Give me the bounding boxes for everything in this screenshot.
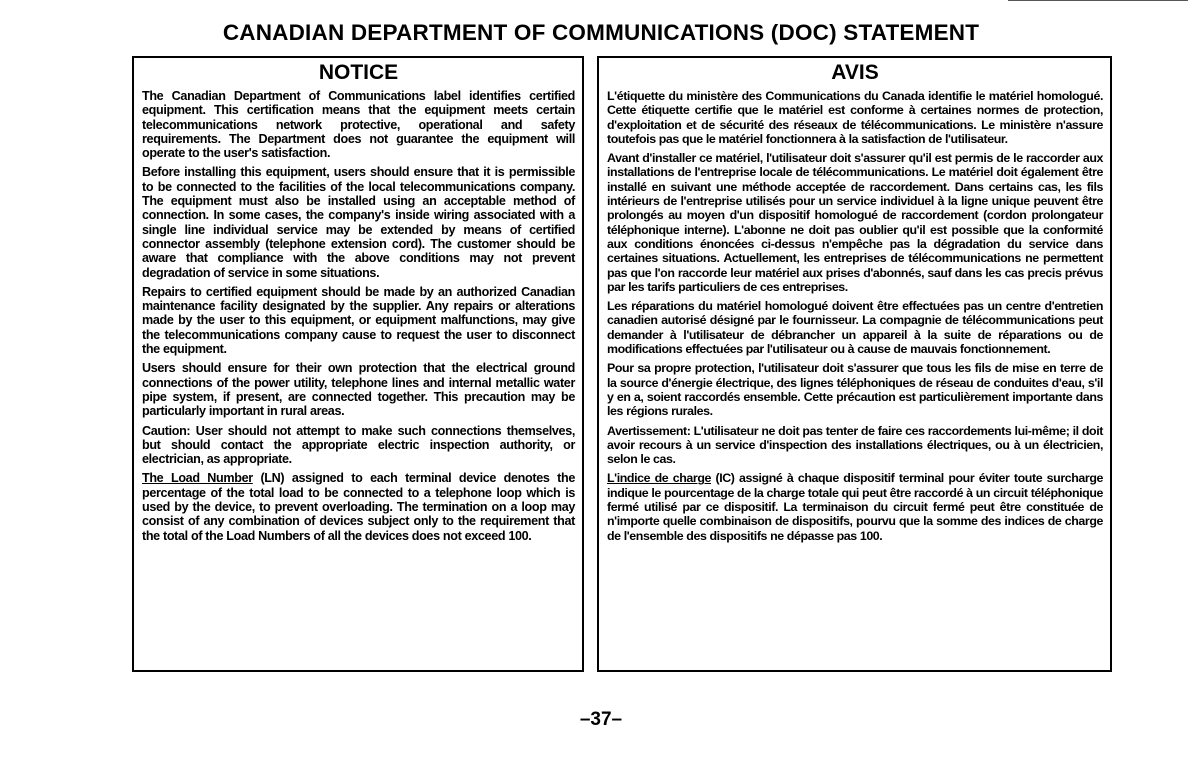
avis-paragraph-homologation: L'étiquette du ministère des Communications du Canada identifie le matériel homologué. Cette étiquette certifie que le matériel est conforme à certaines normes de protection, d'exploitation et de sécurité des réseaux de télécommunications. Le ministère n'assure toutefois pas que le matériel fonctionnera à la satisfaction de l'utilisateur. xyxy=(607,89,1103,146)
notice-title: NOTICE xyxy=(318,61,399,84)
document-title: CANADIAN DEPARTMENT OF COMMUNICATIONS (DOC) STATEMENT xyxy=(222,20,980,45)
notice-paragraph-repairs: Repairs to certified equipment should be made by an authorized Canadian maintenance facility designated by the supplier. Any repairs or alterations made by the user to this equipment, or equipment malfunctions, may give the telecommunications company cause to request the user to disconnect the equipment. xyxy=(142,284,575,357)
avis-paragraph-indice-de-charge xyxy=(607,471,1103,542)
avis-box xyxy=(597,56,1112,672)
notice-paragraph-certification: The Canadian Department of Communications label identifies certified equipment. This certification means that the equipment meets certain telecommunications network protective, operational and safety requirements. The Department does not guarantee the equipment will operate to the user's satisfaction. xyxy=(142,89,575,161)
load-number-text: (LN) assigned to each terminal device denotes the percentage of the total load to be connected to a telephone loop which is used by the device, to prevent overloading. The termination on a loop may consist of any combination of devices subject only to the requirement that the total of the Load Numbers of all the devices does not exceed 100. xyxy=(142,471,575,543)
notice-box xyxy=(132,56,584,672)
avis-title: AVIS xyxy=(831,61,879,84)
notice-paragraph-installation: Before installing this equipment, users should ensure that it is permissible to be connected to the facilities of the local telecommunications company. The equipment must also be installed using an acceptable method of connection. In some cases, the company's inside wiring associated with a single line individual service may be extended by means of certified connector assembly (telephone extension cord). The customer should be aware that compliance with the above conditions may not prevent degradation of service in some situations. xyxy=(142,165,575,280)
indice-de-charge-text: (IC) assigné à chaque dispositif terminal pour éviter toute surcharge indique le pourcentage de la charge totale qui peut être raccordé à un circuit téléphonique fermé utilisé par ce dispositif. La terminaison du circuit fermé peut être constituée de n'importe quelle combinaison de dispositifs, pourvu que la somme des indices de charge de l'ensemble des dispositifs ne dépasse pas 100. xyxy=(607,471,1103,543)
top-divider-line xyxy=(1008,0,1188,1)
notice-paragraph-load-number xyxy=(142,471,575,542)
notice-paragraph-grounding: Users should ensure for their own protection that the electrical ground connections of the power utility, telephone lines and internal metallic water pipe system, if present, are connected together. This precaution may be particularly important in rural areas. xyxy=(142,361,575,419)
avis-paragraph-reparations: Les réparations du matériel homologué doivent être effectuées pas un centre d'entretien canadien autorisé désigné par le fournisseur. La compagnie de télécommunications peut demander à l'utilisateur de débrancher un appareil à la suite de réparations ou de modifications effectuées par l'utilisateur ou à cause de mauvais fonctionnement. xyxy=(607,299,1103,357)
indice-de-charge-term: L'indice de charge xyxy=(607,471,711,486)
avis-paragraph-installation: Avant d'installer ce matériel, l'utilisateur doit s'assurer qu'il est permis de le raccorder aux installations de l'entreprise locale de télécommunications. Le matériel doit également être installé en suivant une méthode acceptée de raccordement. Dans certains cas, les fils intérieurs de l'entreprise utilisés pour un service individuel à la ligne unique peuvent être prolongés au moyen d'un dispositif homologué de raccordement (cordon prolongateur téléphonique interne). L'abonne ne doit pas oublier qu'il est possible que la conformité aux conditions énoncées ci-dessus n'empêche pas la dégradation du service dans certaines situations. Actuellement, les entreprises de télécommunications ne permettent pas que l'on raccorde leur matériel aux prises d'abonnés, sauf dans les cas precis prévus par les tarifs particuliers de ces entreprises. xyxy=(607,151,1103,294)
load-number-term: The Load Number xyxy=(142,471,253,486)
avis-paragraph-avertissement: Avertissement: L'utilisateur ne doit pas tenter de faire ces raccordements lui-même; il doit avoir recours à un service d'inspection des installations électriques, ou à un électricien, selon le cas. xyxy=(607,423,1103,467)
notice-paragraph-caution: Caution: User should not attempt to make such connections themselves, but should contact the appropriate electric inspection authority, or electrician, as appropriate. xyxy=(142,423,575,467)
avis-paragraph-mise-en-terre: Pour sa propre protection, l'utilisateur doit s'assurer que tous les fils de mise en terre de la source d'énergie électrique, des lignes téléphoniques de réseau de conduites d'eau, s'il y en a, soient raccordés ensemble. Cette précaution est particulièrement importante dans les régions rurales. xyxy=(607,361,1103,419)
page-number: –37– xyxy=(579,709,623,730)
